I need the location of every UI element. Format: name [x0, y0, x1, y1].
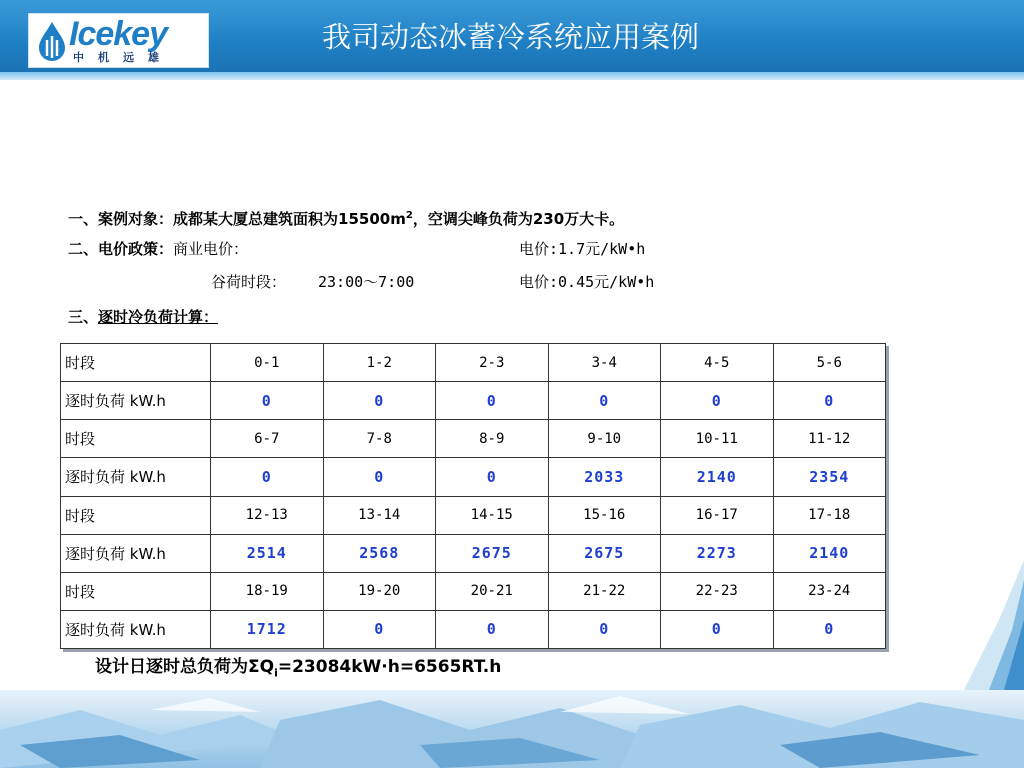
period-label-cell: 时段 — [61, 344, 211, 382]
load-cell — [773, 610, 886, 648]
load-cell — [211, 382, 324, 420]
period-cell: 6-7 — [211, 420, 324, 458]
load-value: 0 — [374, 467, 385, 486]
load-cell — [661, 382, 774, 420]
load-cell — [436, 458, 549, 496]
case-object-line — [68, 206, 624, 229]
load-cell — [773, 458, 886, 496]
commercial-price-label: 商业电价： — [173, 240, 249, 258]
period-label-cell: 时段 — [61, 572, 211, 610]
load-row — [61, 610, 886, 648]
load-value: 0 — [261, 391, 272, 410]
load-cell — [323, 382, 436, 420]
period-cell: 8-9 — [436, 420, 549, 458]
period-cell: 14-15 — [436, 496, 549, 534]
header-divider — [0, 72, 1024, 80]
load-cell — [211, 610, 324, 648]
load-value: 2675 — [584, 544, 625, 563]
load-cell — [548, 458, 661, 496]
load-value: 2140 — [809, 544, 850, 563]
period-cell: 20-21 — [436, 572, 549, 610]
load-cell — [323, 458, 436, 496]
period-cell: 22-23 — [661, 572, 774, 610]
load-label-cell: 逐时负荷 kW.h — [61, 610, 211, 648]
load-value: 2568 — [359, 544, 400, 563]
period-cell: 23-24 — [773, 572, 886, 610]
load-value: 0 — [374, 391, 385, 410]
load-value: 1712 — [246, 620, 287, 639]
valley-period-time: 23:00～7:00 — [318, 273, 415, 291]
period-cell: 10-11 — [661, 420, 774, 458]
period-cell: 3-4 — [548, 344, 661, 382]
period-row — [61, 572, 886, 610]
load-value: 2273 — [696, 544, 737, 563]
period-row — [61, 344, 886, 382]
load-cell — [211, 458, 324, 496]
page-title: 我司动态冰蓄冷系统应用案例 — [322, 20, 700, 54]
load-label-cell: 逐时负荷 kW.h — [61, 534, 211, 572]
load-cell — [548, 382, 661, 420]
ice-decoration-right — [904, 560, 1024, 690]
load-row — [61, 458, 886, 496]
period-cell: 5-6 — [773, 344, 886, 382]
case-object-text2: ，空调尖峰负荷为230万大卡。 — [412, 210, 625, 228]
commercial-price-value: 电价:1.7元/kW•h — [519, 240, 646, 258]
load-value: 0 — [486, 467, 497, 486]
hourly-load-prefix: 三、 — [68, 308, 99, 326]
load-value: 0 — [486, 391, 497, 410]
load-value: 0 — [599, 391, 610, 410]
price-policy-line — [68, 239, 248, 259]
period-cell: 21-22 — [548, 572, 661, 610]
period-cell: 13-14 — [323, 496, 436, 534]
case-object-prefix: 一、 — [68, 210, 99, 228]
load-cell — [661, 534, 774, 572]
hourly-load-heading — [68, 307, 218, 327]
period-cell: 17-18 — [773, 496, 886, 534]
case-object-sup: 2 — [405, 210, 413, 221]
total-load-line — [95, 656, 501, 684]
load-cell — [436, 382, 549, 420]
load-value: 2514 — [246, 544, 287, 563]
period-cell: 15-16 — [548, 496, 661, 534]
table-body — [61, 344, 886, 649]
water-drop-icon — [35, 20, 69, 62]
period-label-cell: 时段 — [61, 496, 211, 534]
load-value: 2675 — [471, 544, 512, 563]
logo-subtitle: 中机远雄 — [73, 51, 173, 64]
hourly-load-label: 逐时冷负荷计算： — [98, 308, 219, 326]
load-value: 0 — [711, 620, 722, 639]
load-value: 0 — [486, 620, 497, 639]
period-cell: 18-19 — [211, 572, 324, 610]
load-cell — [436, 534, 549, 572]
hourly-load-table — [60, 343, 886, 649]
period-cell: 9-10 — [548, 420, 661, 458]
total-load-text: 设计日逐时总负荷为ΣQ — [95, 657, 275, 677]
valley-period-label: 谷荷时段： — [211, 273, 287, 291]
total-load-value: =23084kW·h=6565RT.h — [277, 657, 502, 677]
load-value: 0 — [824, 391, 835, 410]
period-cell: 0-1 — [211, 344, 324, 382]
load-value: 0 — [824, 620, 835, 639]
load-cell — [323, 534, 436, 572]
load-value: 0 — [374, 620, 385, 639]
period-row — [61, 420, 886, 458]
period-cell: 12-13 — [211, 496, 324, 534]
load-value: 0 — [599, 620, 610, 639]
load-value: 0 — [711, 391, 722, 410]
period-cell: 2-3 — [436, 344, 549, 382]
load-value: 2140 — [696, 467, 737, 486]
period-label-cell: 时段 — [61, 420, 211, 458]
load-cell — [548, 610, 661, 648]
case-object-text: 成都某大厦总建筑面积为15500m — [173, 210, 406, 228]
valley-price-value: 电价:0.45元/kW•h — [519, 273, 655, 291]
load-cell — [211, 534, 324, 572]
period-cell: 16-17 — [661, 496, 774, 534]
load-cell — [436, 610, 549, 648]
company-logo — [28, 13, 209, 68]
period-cell: 11-12 — [773, 420, 886, 458]
load-row — [61, 382, 886, 420]
load-cell — [323, 610, 436, 648]
period-cell: 4-5 — [661, 344, 774, 382]
case-object-label: 案例对象： — [98, 210, 174, 228]
load-label-cell: 逐时负荷 kW.h — [61, 382, 211, 420]
load-cell — [661, 610, 774, 648]
load-cell — [548, 534, 661, 572]
load-cell — [773, 534, 886, 572]
period-cell: 7-8 — [323, 420, 436, 458]
load-row — [61, 534, 886, 572]
ice-decoration-footer — [0, 690, 1024, 768]
period-row — [61, 496, 886, 534]
total-load-sub: i — [274, 666, 278, 680]
period-cell: 1-2 — [323, 344, 436, 382]
load-value: 0 — [261, 467, 272, 486]
logo-wordmark: Icekey — [69, 15, 167, 53]
load-cell — [773, 382, 886, 420]
price-policy-label: 电价政策： — [98, 240, 174, 258]
price-policy-prefix: 二、 — [68, 240, 99, 258]
load-label-cell: 逐时负荷 kW.h — [61, 458, 211, 496]
load-value: 2033 — [584, 467, 625, 486]
period-cell: 19-20 — [323, 572, 436, 610]
header-bar — [0, 0, 1024, 80]
load-value: 2354 — [809, 467, 850, 486]
load-cell — [661, 458, 774, 496]
